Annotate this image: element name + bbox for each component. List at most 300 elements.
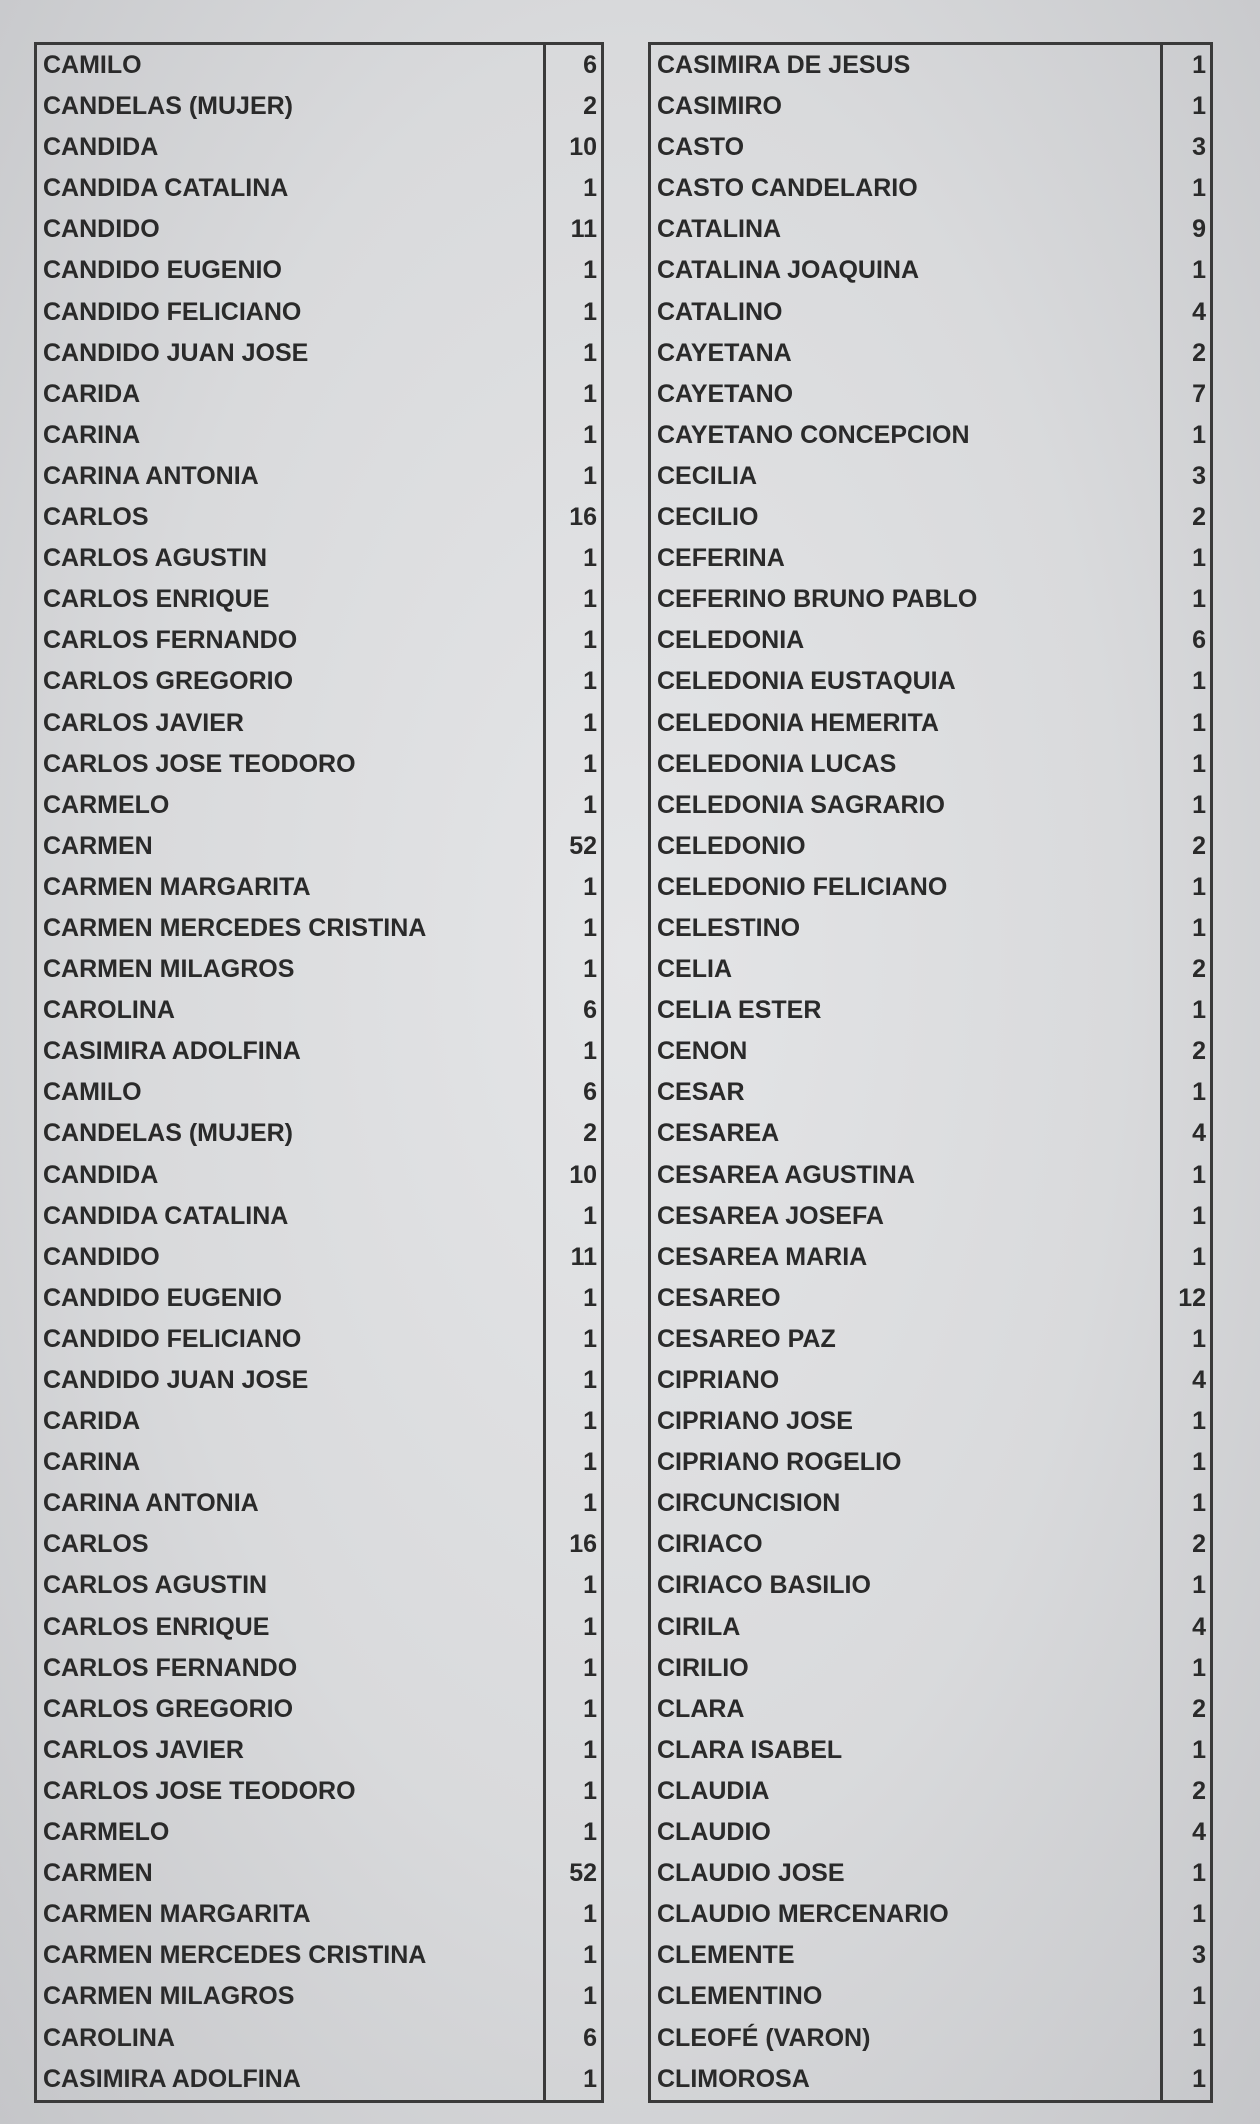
table-row [651,579,1210,620]
count-cell: 2 [1160,1771,1210,1812]
count-cell: 1 [543,2059,601,2100]
name-cell: CANDIDO FELICIANO [43,1324,302,1353]
count-cell: 2 [543,1113,601,1154]
name-cell: CELEDONIA SAGRARIO [657,790,945,819]
table-row [651,45,1210,86]
name-cell: CANDIDO [43,215,160,244]
count-cell: 2 [543,86,601,127]
table-row [37,209,601,250]
table-row [651,867,1210,908]
name-cell: CIRCUNCISION [657,1489,841,1518]
name-cell: CAMILO [43,51,142,79]
table-row [37,127,601,168]
name-cell: CARMEN MERCEDES CRISTINA [43,913,427,942]
name-cell: CASIMIRO [657,92,782,121]
name-cell: CARMEN MERCEDES CRISTINA [43,1941,427,1970]
name-cell: CARINA [43,420,141,449]
name-cell: CELEDONIA EUSTAQUIA [657,667,956,696]
name-cell: CLEMENTINO [657,1982,823,2011]
table-row [651,415,1210,456]
count-cell: 1 [1160,1648,1210,1689]
count-cell: 1 [543,620,601,661]
table-row [651,1360,1210,1401]
name-cell: CIRILA [657,1612,741,1641]
count-cell: 1 [543,1689,601,1730]
count-cell: 1 [1160,1730,1210,1771]
name-cell: CARLOS FERNANDO [43,626,298,655]
count-cell: 1 [1160,1565,1210,1606]
name-cell: CASIMIRA ADOLFINA [43,2064,301,2093]
count-cell: 52 [543,1853,601,1894]
count-cell: 4 [1160,1812,1210,1853]
name-cell: CASIMIRA ADOLFINA [43,1037,301,1066]
count-cell: 1 [1160,1401,1210,1442]
table-row [651,250,1210,291]
count-cell: 1 [1160,867,1210,908]
table-row [651,990,1210,1031]
name-cell: CELEDONIA [657,626,805,655]
count-cell: 2 [1160,1689,1210,1730]
count-cell: 1 [1160,1196,1210,1237]
table-row [37,1072,601,1113]
count-cell: 52 [543,826,601,867]
table-row [37,908,601,949]
name-cell: CIPRIANO ROGELIO [657,1448,902,1477]
name-cell: CARLOS JOSE TEODORO [43,1776,356,1805]
count-cell: 1 [1160,1442,1210,1483]
count-cell: 1 [543,1894,601,1935]
table-row [37,1853,601,1894]
table-row [37,1607,601,1648]
count-cell: 1 [1160,415,1210,456]
count-cell: 1 [543,1196,601,1237]
count-cell: 10 [543,127,601,168]
count-cell: 1 [543,1483,601,1524]
count-cell: 1 [1160,908,1210,949]
table-row [37,1113,601,1154]
table-row [37,1812,601,1853]
count-cell: 1 [1160,86,1210,127]
table-row [37,86,601,127]
count-cell: 1 [1160,1853,1210,1894]
count-cell: 1 [1160,744,1210,785]
count-cell: 3 [1160,1935,1210,1976]
table-row [37,867,601,908]
count-cell: 1 [543,1812,601,1853]
count-cell: 1 [1160,1894,1210,1935]
name-cell: CARINA ANTONIA [43,461,259,490]
table-row [37,292,601,333]
names-table-left [34,42,604,2103]
count-cell: 2 [1160,333,1210,374]
table-row [651,1935,1210,1976]
table-row [651,86,1210,127]
table-row [651,1196,1210,1237]
count-cell: 1 [543,374,601,415]
count-cell: 10 [543,1155,601,1196]
table-row [651,497,1210,538]
count-cell: 1 [543,703,601,744]
count-cell: 2 [1160,1524,1210,1565]
table-row [651,1442,1210,1483]
table-row [37,1894,601,1935]
table-row [37,661,601,702]
count-cell: 1 [543,456,601,497]
name-cell: CAROLINA [43,996,175,1025]
name-cell: CANDIDO JUAN JOSE [43,1366,309,1394]
table-row [651,1689,1210,1730]
table-row [37,2059,601,2100]
count-cell: 16 [543,1524,601,1565]
table-row [37,703,601,744]
table-row [37,1771,601,1812]
name-cell: CANDIDA CATALINA [43,174,289,203]
count-cell: 1 [543,1442,601,1483]
table-row [37,1524,601,1565]
table-row [37,333,601,374]
name-cell: CECILIA [657,461,757,490]
name-cell: CEFERINO BRUNO PABLO [657,585,978,614]
count-cell: 11 [543,209,601,250]
table-row [37,45,601,86]
table-row [651,456,1210,497]
table-row [37,990,601,1031]
table-row [651,785,1210,826]
name-cell: CELIA ESTER [657,996,822,1025]
table-row [651,1565,1210,1606]
name-cell: CELEDONIO [657,831,806,860]
count-cell: 1 [1160,1237,1210,1278]
count-cell: 2 [1160,826,1210,867]
name-cell: CARMELO [43,790,170,819]
table-row [651,1524,1210,1565]
table-row [37,785,601,826]
table-row [651,538,1210,579]
count-cell: 6 [543,45,601,86]
table-row [651,1483,1210,1524]
count-cell: 1 [1160,168,1210,209]
count-cell: 1 [543,1935,601,1976]
count-cell: 1 [1160,785,1210,826]
name-cell: CELIA [657,955,732,984]
table-row [651,744,1210,785]
count-cell: 1 [543,1607,601,1648]
name-cell: CARMEN MARGARITA [43,1900,311,1929]
name-cell: CIRIACO [657,1530,763,1559]
count-cell: 1 [543,1565,601,1606]
table-row [651,703,1210,744]
count-cell: 1 [1160,661,1210,702]
name-cell: CENON [657,1037,748,1066]
count-cell: 1 [543,579,601,620]
count-cell: 1 [543,168,601,209]
table-row [651,1976,1210,2017]
name-cell: CARIDA [43,1407,141,1436]
name-cell: CLAUDIO [657,1818,771,1847]
count-cell: 2 [1160,497,1210,538]
name-cell: CANDIDA CATALINA [43,1201,289,1230]
table-row [37,1319,601,1360]
count-cell: 1 [543,949,601,990]
count-cell: 1 [543,415,601,456]
count-cell: 1 [543,292,601,333]
count-cell: 1 [543,250,601,291]
table-row [651,2018,1210,2059]
name-cell: CARLOS JAVIER [43,708,244,737]
name-cell: CLEOFÉ (VARON) [657,2023,871,2052]
name-cell: CARMEN MILAGROS [43,1982,295,2011]
name-cell: CASTO CANDELARIO [657,174,918,203]
count-cell: 1 [543,908,601,949]
name-cell: CAYETANO CONCEPCION [657,420,970,449]
count-cell: 1 [543,333,601,374]
table-row [651,620,1210,661]
name-cell: CARMEN MILAGROS [43,955,295,984]
name-cell: CARLOS AGUSTIN [43,1571,268,1600]
table-row [37,1031,601,1072]
table-row [651,1319,1210,1360]
name-cell: CESAREA MARIA [657,1242,868,1271]
name-cell: CATALINO [657,297,783,326]
name-cell: CELEDONIA LUCAS [657,749,897,778]
name-cell: CARLOS AGUSTIN [43,544,268,573]
name-cell: CESAREA JOSEFA [657,1201,884,1230]
count-cell: 12 [1160,1278,1210,1319]
name-cell: CLAUDIO MERCENARIO [657,1900,949,1929]
names-table-right [648,42,1213,2103]
count-cell: 6 [1160,620,1210,661]
name-cell: CESAREA AGUSTINA [657,1160,915,1189]
table-row [37,538,601,579]
name-cell: CANDELAS (MUJER) [43,1119,293,1148]
table-row [651,127,1210,168]
count-cell: 4 [1160,1113,1210,1154]
name-cell: CESAREA [657,1119,780,1148]
name-cell: CARINA [43,1448,141,1477]
name-cell: CELEDONIA HEMERITA [657,708,939,737]
name-cell: CANDIDA [43,133,159,162]
count-cell: 1 [543,1031,601,1072]
name-cell: CARLOS ENRIQUE [43,1612,270,1641]
count-cell: 1 [1160,1072,1210,1113]
table-row [651,1894,1210,1935]
name-cell: CAROLINA [43,2023,175,2052]
name-cell: CARMELO [43,1818,170,1847]
table-row [651,333,1210,374]
count-cell: 2 [1160,949,1210,990]
table-row [37,374,601,415]
count-cell: 1 [543,1976,601,2017]
count-cell: 1 [543,1401,601,1442]
table-row [37,1401,601,1442]
name-cell: CARMEN [43,1859,153,1888]
name-cell: CARMEN [43,831,153,860]
count-cell: 3 [1160,127,1210,168]
count-cell: 1 [1160,1976,1210,2017]
name-cell: CLARA ISABEL [657,1735,843,1764]
table-row [37,620,601,661]
name-cell: CATALINA JOAQUINA [657,256,920,285]
count-cell: 3 [1160,456,1210,497]
count-cell: 16 [543,497,601,538]
table-row [37,1565,601,1606]
count-cell: 1 [543,1730,601,1771]
count-cell: 1 [1160,250,1210,291]
name-cell: CIPRIANO JOSE [657,1407,853,1436]
name-cell: CARIDA [43,379,141,408]
table-row [37,2018,601,2059]
name-cell: CESAREO [657,1283,781,1312]
name-cell: CESAR [657,1078,745,1107]
table-row [37,949,601,990]
table-row [37,415,601,456]
count-cell: 1 [543,661,601,702]
name-cell: CAYETANO [657,379,794,408]
count-cell: 1 [1160,990,1210,1031]
count-cell: 6 [543,1072,601,1113]
name-cell: CARINA ANTONIA [43,1489,259,1518]
table-row [37,456,601,497]
table-row [651,1771,1210,1812]
count-cell: 1 [1160,703,1210,744]
table-row [651,1278,1210,1319]
table-row [37,1730,601,1771]
name-cell: CARMEN MARGARITA [43,872,311,901]
table-row [651,168,1210,209]
table-row [651,1155,1210,1196]
table-row [651,1237,1210,1278]
count-cell: 6 [543,2018,601,2059]
count-cell: 1 [543,744,601,785]
count-cell: 1 [543,538,601,579]
name-cell: CLAUDIO JOSE [657,1859,845,1888]
count-cell: 1 [1160,45,1210,86]
name-cell: CIPRIANO [657,1366,780,1394]
table-row [37,250,601,291]
table-row [37,1935,601,1976]
count-cell: 4 [1160,1360,1210,1401]
table-row [37,1278,601,1319]
name-cell: CANDIDO FELICIANO [43,297,302,326]
name-cell: CARLOS GREGORIO [43,667,294,696]
name-cell: CARLOS JAVIER [43,1735,244,1764]
count-cell: 1 [1160,2018,1210,2059]
name-cell: CELEDONIO FELICIANO [657,872,948,901]
count-cell: 2 [1160,1031,1210,1072]
name-cell: CANDELAS (MUJER) [43,92,293,121]
table-row [651,209,1210,250]
table-row [651,661,1210,702]
count-cell: 1 [543,1360,601,1401]
table-row [37,744,601,785]
table-row [37,826,601,867]
name-cell: CELESTINO [657,913,801,942]
count-cell: 11 [543,1237,601,1278]
count-cell: 1 [543,867,601,908]
name-cell: CASTO [657,133,745,162]
table-row [651,908,1210,949]
count-cell: 1 [543,1319,601,1360]
table-row [651,1072,1210,1113]
count-cell: 9 [1160,209,1210,250]
count-cell: 4 [1160,292,1210,333]
table-row [37,1360,601,1401]
name-cell: CARLOS FERNANDO [43,1653,298,1682]
name-cell: CARLOS [43,1530,149,1559]
table-row [651,374,1210,415]
count-cell: 1 [543,785,601,826]
name-cell: CASIMIRA DE JESUS [657,51,911,79]
table-row [651,1812,1210,1853]
count-cell: 1 [543,1771,601,1812]
count-cell: 1 [1160,2059,1210,2100]
count-cell: 4 [1160,1607,1210,1648]
name-cell: CLAUDIA [657,1776,770,1805]
table-row [651,1648,1210,1689]
table-row [651,1853,1210,1894]
name-cell: CANDIDO [43,1242,160,1271]
table-row [651,949,1210,990]
name-cell: CARLOS ENRIQUE [43,585,270,614]
name-cell: CAYETANA [657,338,792,367]
count-cell: 1 [543,1648,601,1689]
name-cell: CLEMENTE [657,1941,795,1970]
table-row [37,1976,601,2017]
table-row [37,497,601,538]
table-row [37,1689,601,1730]
count-cell: 6 [543,990,601,1031]
name-cell: CATALINA [657,215,782,244]
table-row [651,1113,1210,1154]
count-cell: 1 [1160,1155,1210,1196]
table-row [651,1401,1210,1442]
name-cell: CLIMOROSA [657,2064,810,2093]
table-row [37,1237,601,1278]
name-cell: CIRIACO BASILIO [657,1571,871,1600]
name-cell: CARLOS GREGORIO [43,1694,294,1723]
table-row [37,1442,601,1483]
name-cell: CARLOS JOSE TEODORO [43,749,356,778]
count-cell: 1 [1160,538,1210,579]
name-cell: CANDIDO JUAN JOSE [43,338,309,367]
count-cell: 7 [1160,374,1210,415]
table-row [651,826,1210,867]
name-cell: CANDIDA [43,1160,159,1189]
name-cell: CANDIDO EUGENIO [43,256,282,285]
name-cell: CLARA [657,1694,745,1723]
name-cell: CEFERINA [657,544,785,573]
count-cell: 1 [543,1278,601,1319]
name-cell: CESAREO PAZ [657,1324,836,1353]
table-row [651,292,1210,333]
name-cell: CARLOS [43,503,149,532]
table-row [37,1648,601,1689]
table-row [37,1155,601,1196]
count-cell: 1 [1160,1483,1210,1524]
count-cell: 1 [1160,579,1210,620]
table-row [37,579,601,620]
table-row [651,1730,1210,1771]
table-row [37,1483,601,1524]
table-row [651,1031,1210,1072]
table-row [651,2059,1210,2100]
table-row [651,1607,1210,1648]
name-cell: CAMILO [43,1078,142,1107]
table-row [37,1196,601,1237]
table-row [37,168,601,209]
name-cell: CANDIDO EUGENIO [43,1283,282,1312]
count-cell: 1 [1160,1319,1210,1360]
